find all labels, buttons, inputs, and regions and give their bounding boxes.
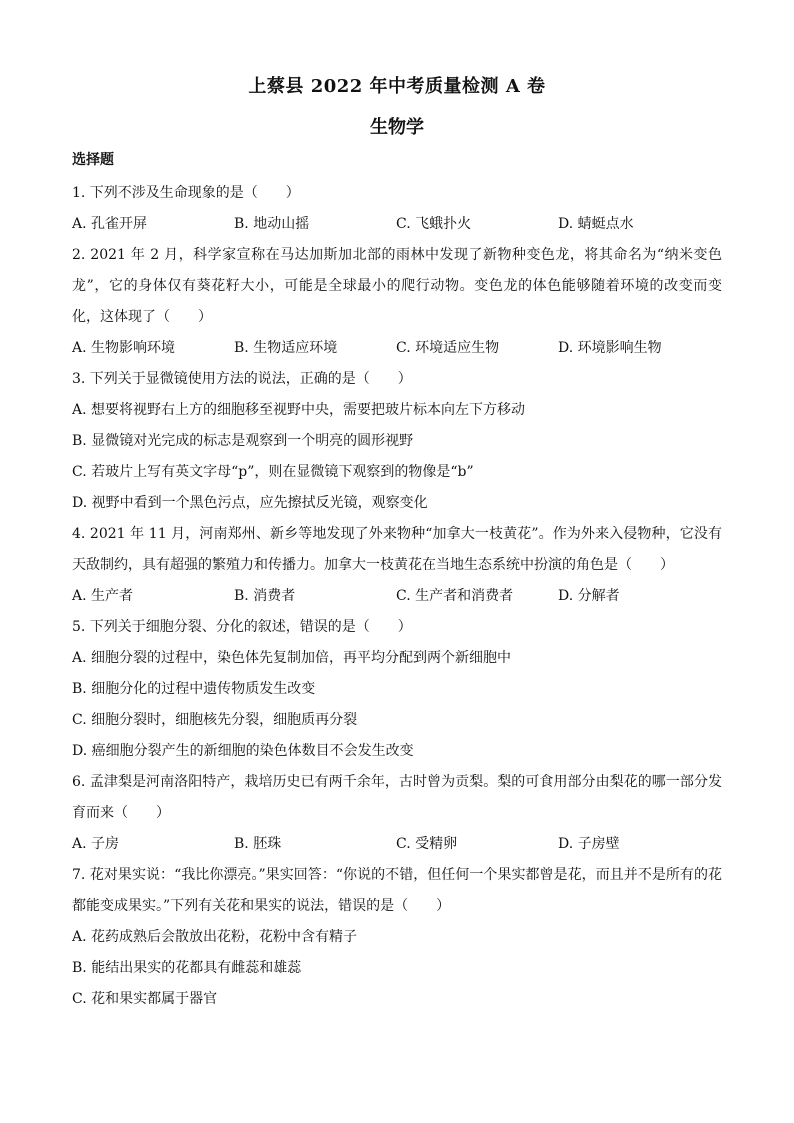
option-c: C. 飞蛾扑火 <box>396 216 472 232</box>
option-a: A. 细胞分裂的过程中，染色体先复制加倍，再平均分配到两个新细胞中 <box>72 650 512 666</box>
option-b: B. 消费者 <box>234 588 296 604</box>
option-row <box>72 209 722 240</box>
option-a: A. 生产者 <box>72 588 134 604</box>
section-heading: 选择题 <box>72 152 114 168</box>
question-stem: 4. 2021 年 11 月，河南郑州、新乡等地发现了外来物种“加拿大一枝黄花”。作为外来入侵物种，它没有天敌制约，具有超强的繁殖力和传播力。加拿大一枝黄花在当地生态系统中扮演的角色是（ ） <box>72 526 722 573</box>
option-b: B. 细胞分化的过程中遗传物质发生改变 <box>72 681 316 697</box>
option-b: B. 显微镜对光完成的标志是观察到一个明亮的圆形视野 <box>72 433 414 449</box>
option-a: A. 孔雀开屏 <box>72 216 148 232</box>
question-list <box>72 178 722 1015</box>
option-a: A. 子房 <box>72 836 120 852</box>
option-b: B. 地动山摇 <box>234 216 310 232</box>
question-stem: 3. 下列关于显微镜使用方法的说法，正确的是（ ） <box>72 371 412 387</box>
option-row <box>72 333 722 364</box>
option-a: A. 生物影响环境 <box>72 340 176 356</box>
option-c: C. 细胞分裂时，细胞核先分裂，细胞质再分裂 <box>72 712 358 728</box>
question-3 <box>72 364 722 519</box>
option-d: D. 视野中看到一个黑色污点，应先擦拭反光镜，观察变化 <box>72 495 428 511</box>
question-stem: 6. 孟津梨是河南洛阳特产，栽培历史已有两千余年，古时曾为贡梨。梨的可食用部分由梨花的哪一部分发育而来（ ） <box>72 774 722 821</box>
option-a: A. 想要将视野右上方的细胞移至视野中央，需要把玻片标本向左下方移动 <box>72 402 526 418</box>
question-stem: 5. 下列关于细胞分裂、分化的叙述，错误的是（ ） <box>72 619 412 635</box>
option-c: C. 环境适应生物 <box>396 340 500 356</box>
question-4 <box>72 519 722 612</box>
option-d: D. 子房壁 <box>558 836 620 852</box>
option-d: D. 分解者 <box>558 588 620 604</box>
question-stem: 7. 花对果实说：“我比你漂亮。”果实回答：“你说的不错，但任何一个果实都曾是花，而且并不是所有的花都能变成果实。”下列有关花和果实的说法，错误的是（ ） <box>72 867 722 914</box>
question-1 <box>72 178 722 240</box>
option-d: D. 环境影响生物 <box>558 340 662 356</box>
option-c: C. 生产者和消费者 <box>396 588 514 604</box>
subject-title: 生物学 <box>370 117 424 138</box>
question-stem: 1. 下列不涉及生命现象的是（ ） <box>72 185 300 201</box>
option-a: A. 花药成熟后会散放出花粉，花粉中含有精子 <box>72 929 358 945</box>
question-6 <box>72 767 722 860</box>
question-7 <box>72 860 722 1015</box>
option-b: B. 能结出果实的花都具有雌蕊和雄蕊 <box>72 960 302 976</box>
exam-title: 上蔡县 2022 年中考质量检测 A 卷 <box>248 76 546 97</box>
option-row <box>72 581 722 612</box>
option-b: B. 生物适应环境 <box>234 340 338 356</box>
option-row <box>72 829 722 860</box>
option-d: D. 蜻蜓点水 <box>558 216 634 232</box>
option-c: C. 花和果实都属于器官 <box>72 991 218 1007</box>
question-2 <box>72 240 722 364</box>
option-d: D. 癌细胞分裂产生的新细胞的染色体数目不会发生改变 <box>72 743 414 759</box>
question-5 <box>72 612 722 767</box>
option-c: C. 若玻片上写有英文字母“p”，则在显微镜下观察到的物像是“b” <box>72 464 474 480</box>
question-stem: 2. 2021 年 2 月，科学家宣称在马达加斯加北部的雨林中发现了新物种变色龙，将其命名为“纳米变色龙”，它的身体仅有葵花籽大小，可能是全球最小的爬行动物。变色龙的体色能够随着环境的改变而变化，这体现了（ ） <box>72 247 722 325</box>
option-b: B. 胚珠 <box>234 836 282 852</box>
option-c: C. 受精卵 <box>396 836 458 852</box>
